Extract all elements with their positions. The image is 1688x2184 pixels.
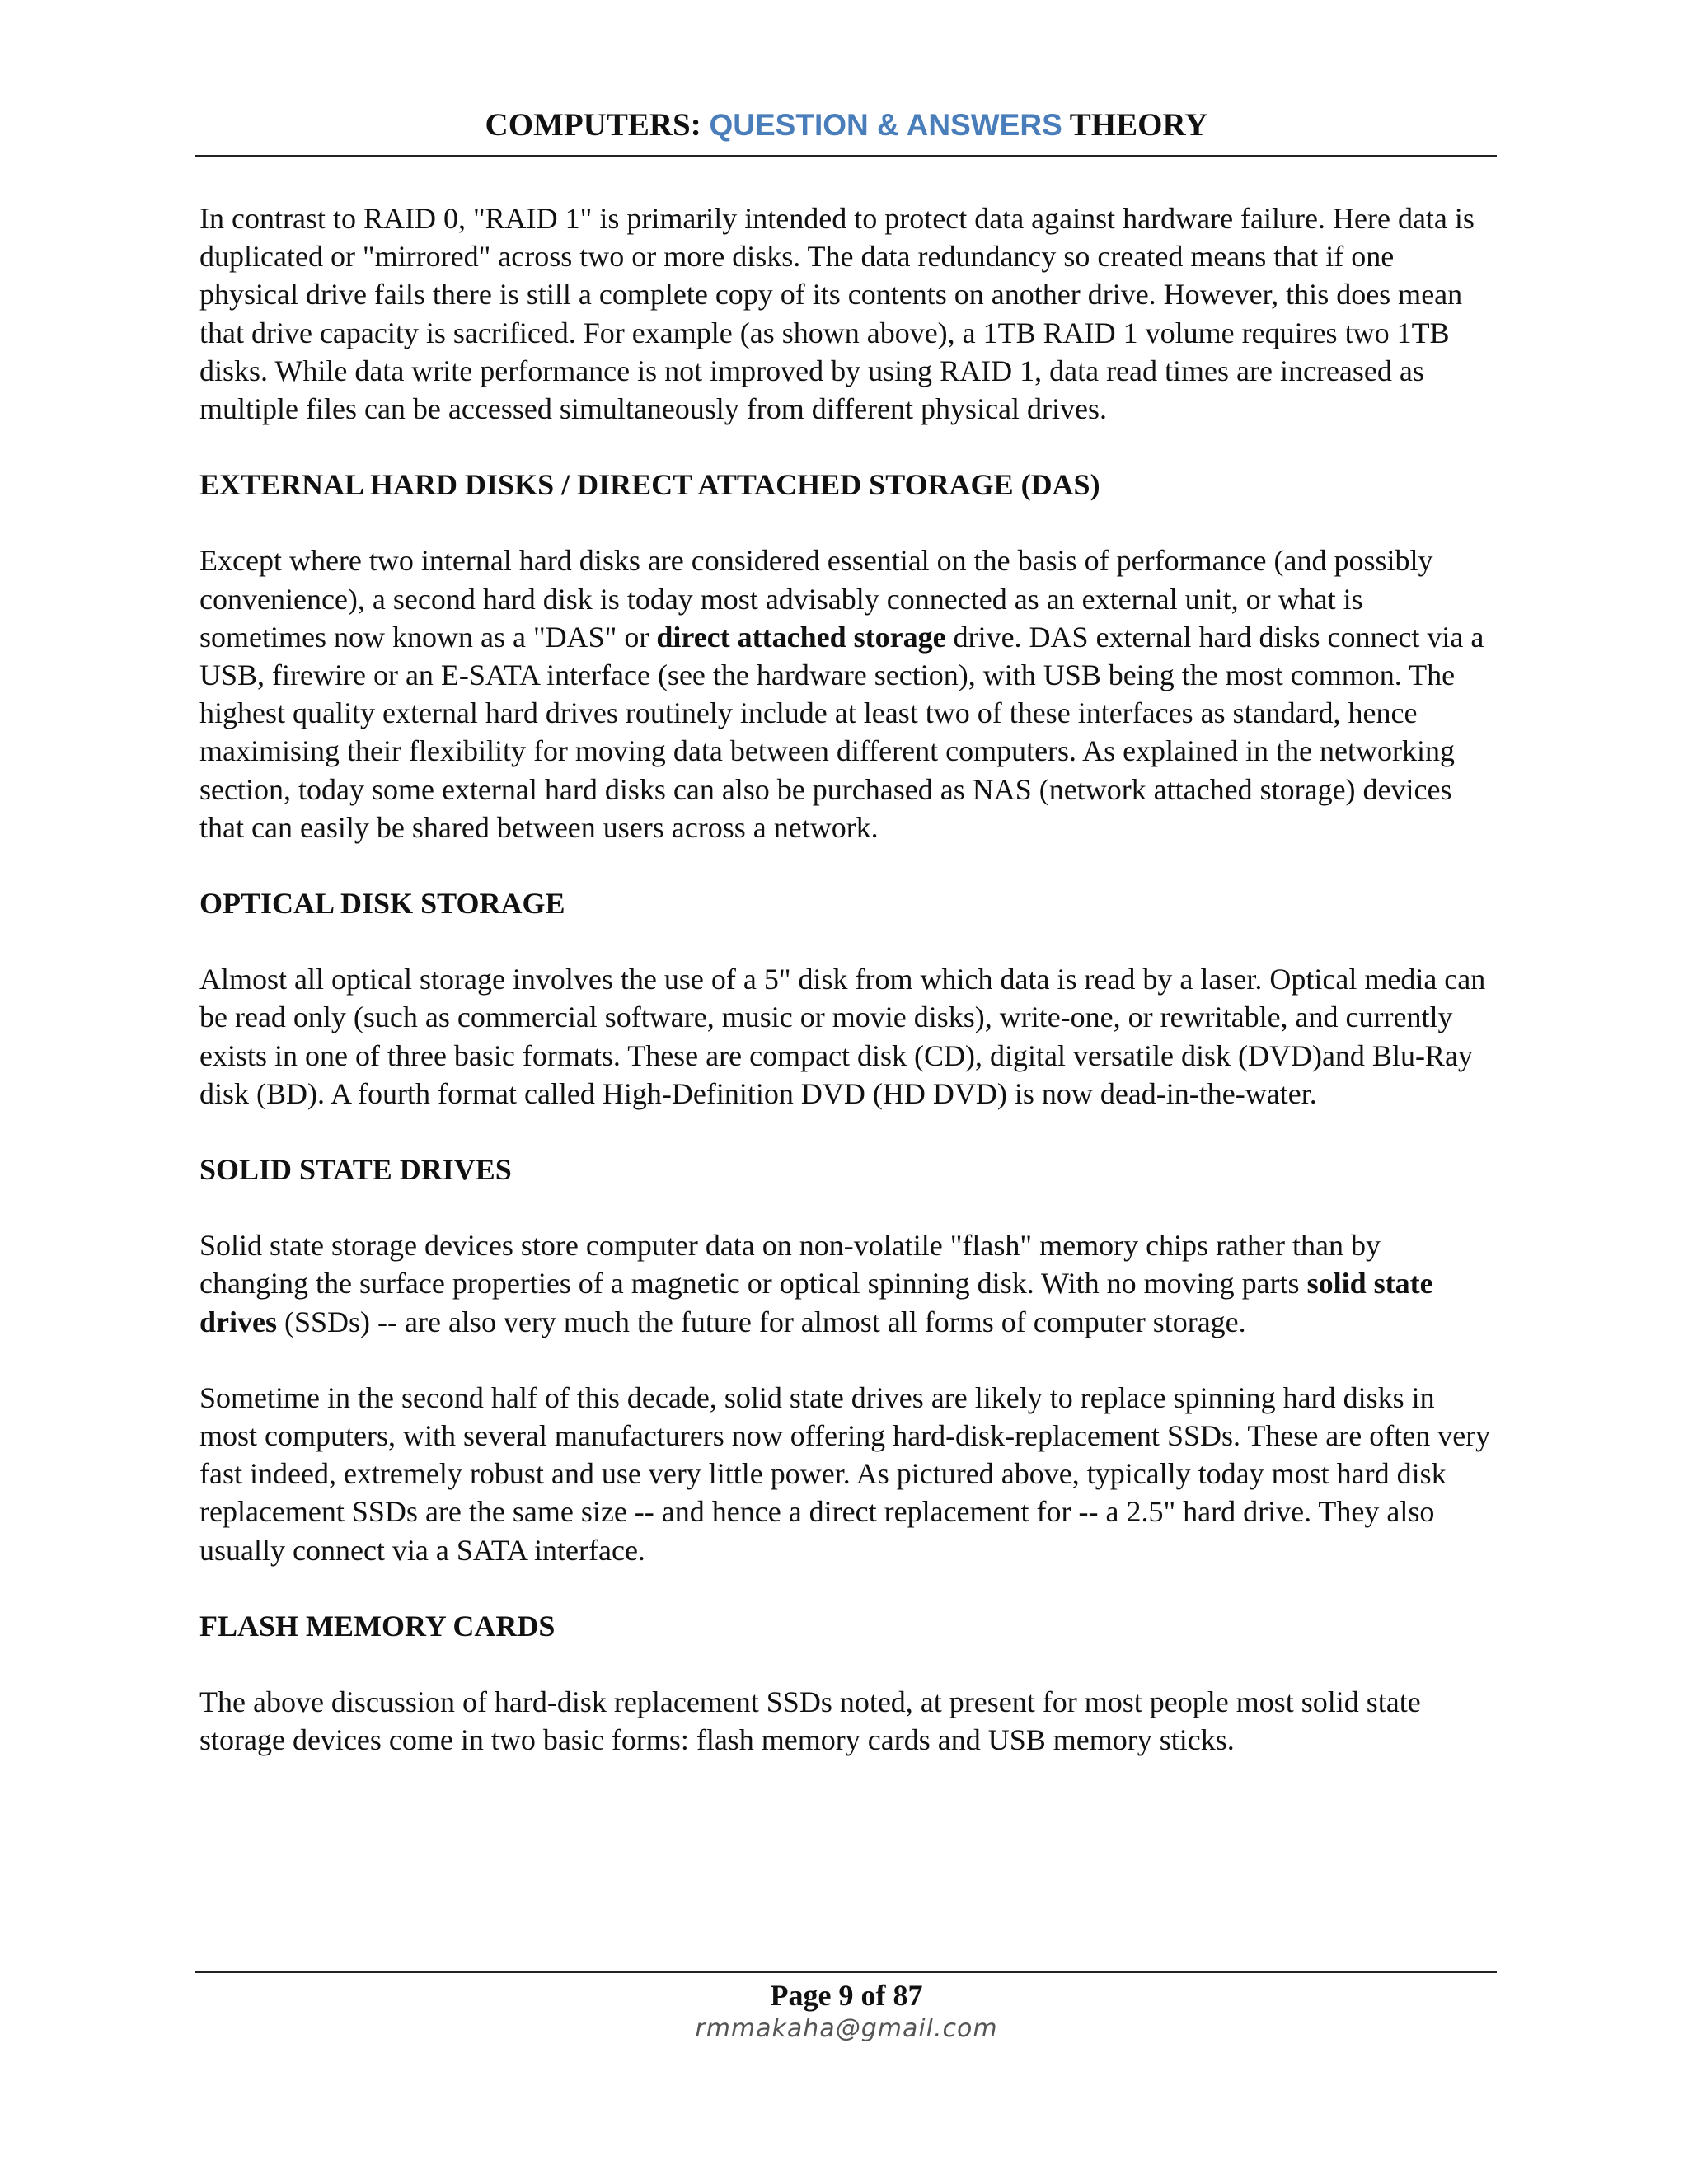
ssd-paragraph-1 <box>199 1226 1493 1341</box>
ssd-bold-term: solid state drives <box>199 1267 1433 1338</box>
page-header <box>196 101 1497 150</box>
das-heading: EXTERNAL HARD DISKS / DIRECT ATTACHED STORAGE (DAS) <box>199 468 1100 502</box>
ssd-text-b: (SSDs) -- are also very much the future for almost all forms of computer storage. <box>277 1305 1246 1338</box>
das-text-b: drive. DAS external hard disks connect via a USB, firewire or an E-SATA interface (see the hardware section), with USB being the most common. The highest quality external hard drives routinely include at least two of these interfaces as standard, hence maximising their flexibility for moving data between different computers. As explained in the networking section, today some external hard disks can also be purchased as NAS (network attached storage) devices that can easily be shared between users across a network. <box>199 620 1484 844</box>
das-bold-term: direct attached storage <box>656 620 946 654</box>
footer-rule <box>195 1971 1497 1973</box>
ssd-paragraph-2: Sometime in the second half of this decade, solid state drives are likely to replace spinning hard disks in most computers, with several manufacturers now offering hard-disk-replacement SSDs. These are often very fast indeed, extremely robust and use very little power. As pictured above, typically today most hard disk replacement SSDs are the same size -- and hence a direct replacement for -- a 2.5" hard drive. They also usually connect via a SATA interface. <box>199 1380 1491 1567</box>
header-title-part2: THEORY <box>1062 107 1208 143</box>
page-number: Page 9 of 87 <box>770 1979 923 2012</box>
das-text-a: Except where two internal hard disks are considered essential on the basis of performance (and possibly convenience), a second hard disk is today most advisably connected as an external unit, or what is sometimes now known as a "DAS" or <box>199 544 1433 654</box>
header-title-part1: COMPUTERS <box>485 107 691 143</box>
header-title-accent: QUESTION & ANSWERS <box>709 108 1062 142</box>
flash-heading: FLASH MEMORY CARDS <box>199 1609 556 1643</box>
das-paragraph <box>199 541 1493 846</box>
optical-heading: OPTICAL DISK STORAGE <box>199 887 565 921</box>
page-content <box>199 199 1493 1797</box>
optical-paragraph: Almost all optical storage involves the use of a 5" disk from which data is read by a laser. Optical media can be read only (such as commercial software, music or movie disks), write-one, or rewritable, and currently exists in one of three basic formats. These are compact disk (CD), digital versatile disk (DVD)and Blu-Ray disk (BD). A fourth format called High-Definition DVD (HD DVD) is now dead-in-the-water. <box>199 963 1486 1110</box>
header-separator: : <box>690 107 710 143</box>
raid1-paragraph: In contrast to RAID 0, "RAID 1" is primarily intended to protect data against hardware failure. Here data is duplicated or "mirrored" across two or more disks. The data redundancy so created means that if one physical drive fails there is still a complete copy of its contents on another drive. However, this does mean that drive capacity is sacrificed. For example (as shown above), a 1TB RAID 1 volume requires two 1TB disks. While data write performance is not improved by using RAID 1, data read times are increased as multiple files can be accessed simultaneously from different physical drives. <box>199 202 1475 426</box>
ssd-heading: SOLID STATE DRIVES <box>199 1153 512 1187</box>
footer-email: rmmakaha@gmail.com <box>695 2014 998 2043</box>
ssd-text-a: Solid state storage devices store computer data on non-volatile "flash" memory chips rather than by changing the surface properties of a magnetic or optical spinning disk. With no moving parts <box>199 1229 1381 1301</box>
header-rule <box>195 155 1497 157</box>
flash-paragraph: The above discussion of hard-disk replacement SSDs noted, at present for most people most solid state storage devices come in two basic forms: flash memory cards and USB memory sticks. <box>199 1685 1421 1757</box>
